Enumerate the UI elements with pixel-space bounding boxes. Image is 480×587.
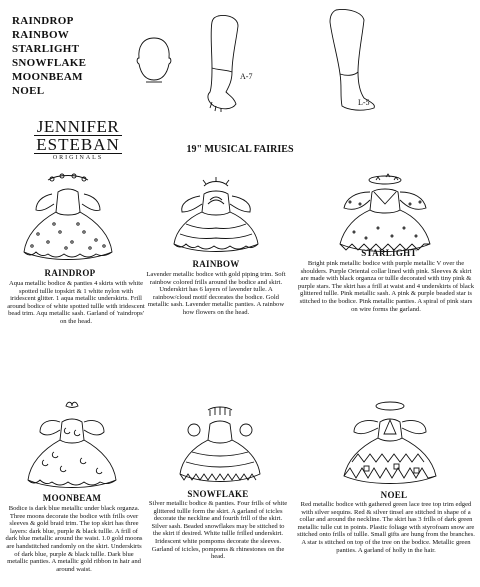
- brand-logo: [28, 118, 128, 161]
- arm-pattern-illustration: [198, 12, 248, 112]
- arm-part-label: A-7: [240, 72, 253, 81]
- fairy-description-moonbeam: Bodice is dark blue metallic under black organza. Three moons decorate the bodice with frills over sleeves & gold braid trim. The top skirt has three layers: dark blue, purple & black tullle. A frill of dark blue metallic around the waist. 1.0 gold moons are handstitched randomly on the skirt. Underskirts of dark blue, purple & black tullle. Dark blue metallic panties. A metallic gold ribbon in hair and around waist.: [5, 505, 143, 573]
- starlight-doll-illustration: [330, 174, 440, 256]
- fairy-description-starlight: Bright pink metallic bodice with purple metallic V over the shoulders. Purple Oriental collar lined with pink. Sleeves & skirt are made with black organza or tullle decorated with tiny pink & purple stars. The skirt has a frill at waist and 4 underskirts of black glittered tullle. Pink metallic sash. A pink & purple beaded star is stitched to the bodice. Pink metallic panties. A spiral of pink stars on wire forms the garland.: [297, 260, 475, 313]
- rainbow-doll-illustration: [166, 178, 266, 256]
- fairy-title-raindrop: RAINDROP: [44, 268, 96, 278]
- heading-name: STARLIGHT: [12, 43, 80, 55]
- fairy-description-noel: Red metallic bodice with gathered green lace tree top trim edged with silver sequins. Red & silver tinsel are stitched in shape of a collar and around the neckline. The skirt has 3 frills of dark green metallic tulle cut in points. Plastic foliage with styrofoam snow are stitched onto frills of tullle. Small gifts are hung from the branches. A star is stitched on top of the tree on the bodice. Metallic green panties. A garland of holly in the hair.: [297, 501, 475, 554]
- snowflake-doll-illustration: [170, 402, 270, 488]
- fairy-name-list: [12, 14, 122, 98]
- heading-name: SNOWFLAKE: [12, 57, 87, 69]
- head-pattern-illustration: [134, 36, 174, 86]
- fairy-title-moonbeam: MOONBEAM: [42, 493, 102, 503]
- page-subtitle: 19" MUSICAL FAIRIES: [186, 144, 294, 155]
- logo-line-2: ESTEBAN: [36, 135, 120, 154]
- heading-name: NOEL: [12, 85, 45, 97]
- fairy-title-rainbow: RAINBOW: [192, 259, 240, 269]
- leg-pattern-illustration: [318, 8, 380, 112]
- fairy-description-rainbow: Lavender metallic bodice with gold piping trim. Soft rainbow colored frills around the bodice and skirt. Underskirt has 6 layers of lavender tulle. A rainbow/cloud motif decorates the bodice. Gold metallic sash. Lavender metallic panties. A rainbow how flowers on the head.: [146, 271, 286, 316]
- fairy-description-raindrop: Aqua metallic bodice & panties 4 skirts with white spotted tullle topskirt & 1 white nylon with iridescent glitter. 1 aqua metallic underskirts. Frill around bodice of white spotted tullle with iridescent bead trim. Aqu metallic sash. Garland of 'raindrops' on the head.: [7, 280, 145, 325]
- logo-line-3: ORIGINALS: [52, 155, 104, 161]
- moonbeam-doll-illustration: [22, 400, 122, 492]
- fairy-title-starlight: STARLIGHT: [361, 248, 417, 258]
- fairy-title-noel: NOEL: [380, 490, 408, 500]
- heading-name: RAINBOW: [12, 29, 70, 41]
- leg-part-label: L-5: [358, 98, 370, 107]
- heading-name: MOONBEAM: [12, 71, 83, 83]
- raindrop-doll-illustration: [18, 172, 118, 264]
- fairy-description-snowflake: Silver metallic bodice & panties. Four frills of white glittered tullle form the skirt. A garland of icicles decorate the neckline and fourth frill of the skirt. Silver sash. Beaded snowflakes may be stitched to the skirt if desired. White tullle frilled underskirt. Iridescent white pompoms decorate the sleeves. Garland of icicles, pompoms & rhinestones on the head.: [148, 500, 288, 561]
- heading-name: RAINDROP: [12, 15, 74, 27]
- fairy-title-snowflake: SNOWFLAKE: [187, 489, 249, 499]
- logo-line-1: JENNIFER: [36, 117, 120, 136]
- noel-doll-illustration: [334, 400, 446, 488]
